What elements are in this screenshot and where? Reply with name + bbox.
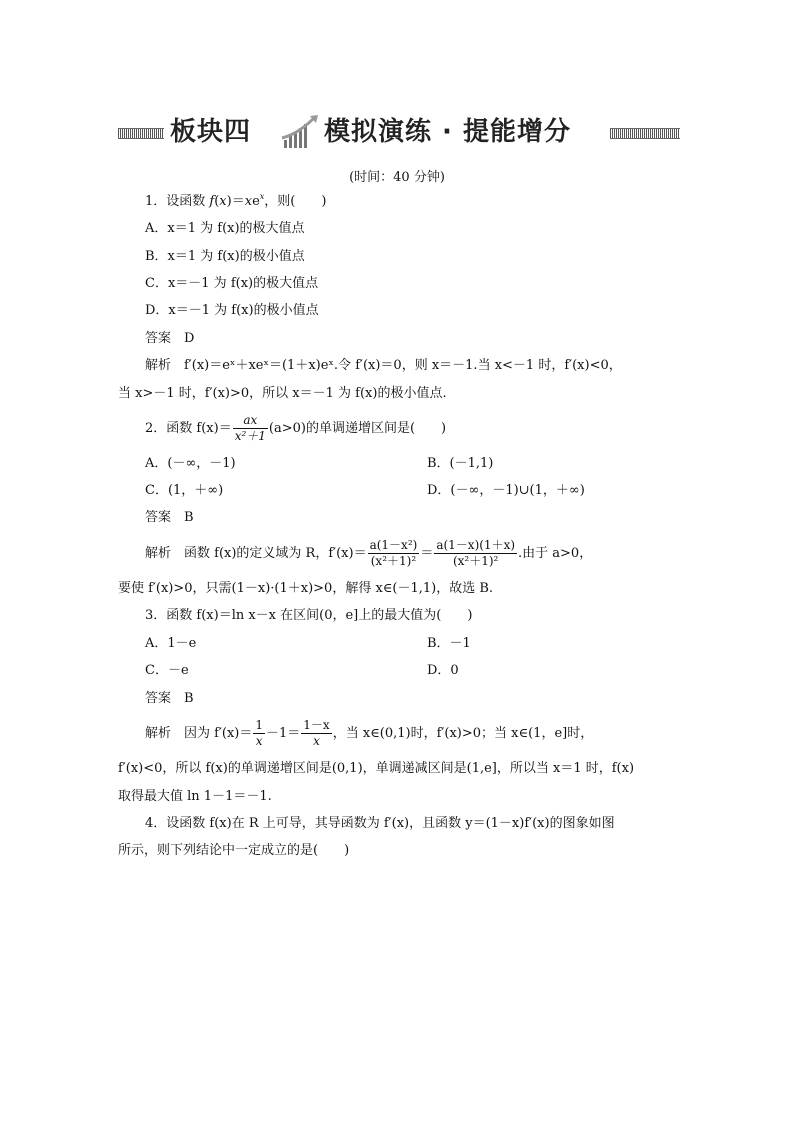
q1-option-b: B．x＝1 为 f(x)的极小值点 [145, 249, 305, 264]
q4-stem-line-2: 所示，则下列结论中一定成立的是( ) [118, 843, 350, 858]
q4-stem-line-1: 4．设函数 f(x)在 R 上可导，其导函数为 f′(x)，且函数 y＝(1－x)f′(x)的图象如图 [145, 816, 615, 831]
q1-option-c: C．x＝－1 为 f(x)的极大值点 [145, 276, 319, 291]
q3-option-c: C．－e [145, 663, 189, 678]
q3-option-d: D．0 [427, 663, 459, 678]
q2-analysis-fraction-2: $\frac{a(1-x)(1+x)}{\text{(x²＋1)²}}$ [436, 538, 516, 568]
q1-analysis-line-1: 解析 f′(x)＝eˣ＋xeˣ＝(1＋x)eˣ.令 f′(x)＝0，则 x＝－1.当 x<－1 时，f′(x)<0， [145, 358, 622, 373]
time-note: (时间：40 分钟) [349, 170, 445, 185]
q3-analysis-fraction-1: $\frac{1}{x}$ [255, 718, 264, 748]
q2-analysis-line-1: 解析 函数 f(x)的定义域为 R，f′(x)＝ $\frac{\text{a(1－x²)}}{\text{(x²＋1)²}}$ ＝ $\frac{a(1-x)(1+x)}{\text{(x²＋1)²}}$ .由于 a>0， [145, 538, 593, 568]
q3-analysis-line-1: 解析 因为 f′(x)＝ $\frac{1}{x}$ －1＝ $\frac{1-x}{x}$ ，当 x∈(0,1)时，f′(x)>0；当 x∈(1，e]时， [145, 718, 594, 748]
q2-option-b: B．(－1,1) [427, 456, 494, 471]
q1-stem: 1．设函数 $f(x)=xe^x$，则( ) [145, 192, 327, 209]
q1-answer: 答案 D [145, 331, 195, 346]
q2-analysis-line-2: 要使 f′(x)>0，只需(1－x)·(1＋x)>0，解得 x∈(－1,1)，故选 B. [118, 581, 494, 596]
q2-option-a: A．(－∞，－1) [145, 456, 236, 471]
q2-option-d: D．(－∞，－1)∪(1，＋∞) [427, 483, 585, 498]
q3-answer: 答案 B [145, 691, 194, 706]
banner-left-hatch [118, 128, 164, 139]
q1-option-d: D．x＝－1 为 f(x)的极小值点 [145, 303, 319, 318]
q3-option-a: A．1－e [145, 636, 197, 651]
q2-answer: 答案 B [145, 510, 194, 525]
q2-fraction: $\frac{ax}{\text{x²＋1}}$ [234, 413, 266, 443]
rising-bars-icon [280, 114, 320, 150]
q3-analysis-fraction-2: $\frac{1-x}{x}$ [303, 718, 330, 748]
q2-analysis-fraction-1: $\frac{\text{a(1－x²)}}{\text{(x²＋1)²}}$ [369, 538, 418, 568]
q3-analysis-line-3: 取得最大值 ln 1－1＝－1. [118, 789, 272, 804]
banner-right-hatch [610, 128, 680, 139]
q1-option-a: A．x＝1 为 f(x)的极大值点 [145, 221, 305, 236]
q3-analysis-line-2: f′(x)<0，所以 f(x)的单调递增区间是(0,1)，单调递减区间是(1,e]，所以当 x＝1 时，f(x) [118, 761, 635, 776]
q3-stem: 3．函数 f(x)＝ln x－x 在区间(0，e]上的最大值为( ) [145, 608, 473, 623]
q2-option-c: C．(1，＋∞) [145, 483, 224, 498]
banner-right-title: 模拟演练 · 提能增分 [324, 117, 571, 147]
section-banner [118, 112, 678, 152]
q3-option-b: B．－1 [427, 636, 471, 651]
q2-stem: 2．函数 f(x)＝ $\frac{ax}{\text{x²＋1}}$ (a>0)的单调递增区间是( ) [145, 413, 447, 443]
q1-analysis-line-2: 当 x>－1 时，f′(x)>0，所以 x＝－1 为 f(x)的极小值点. [118, 386, 447, 401]
banner-left-title: 板块四 [170, 117, 252, 147]
